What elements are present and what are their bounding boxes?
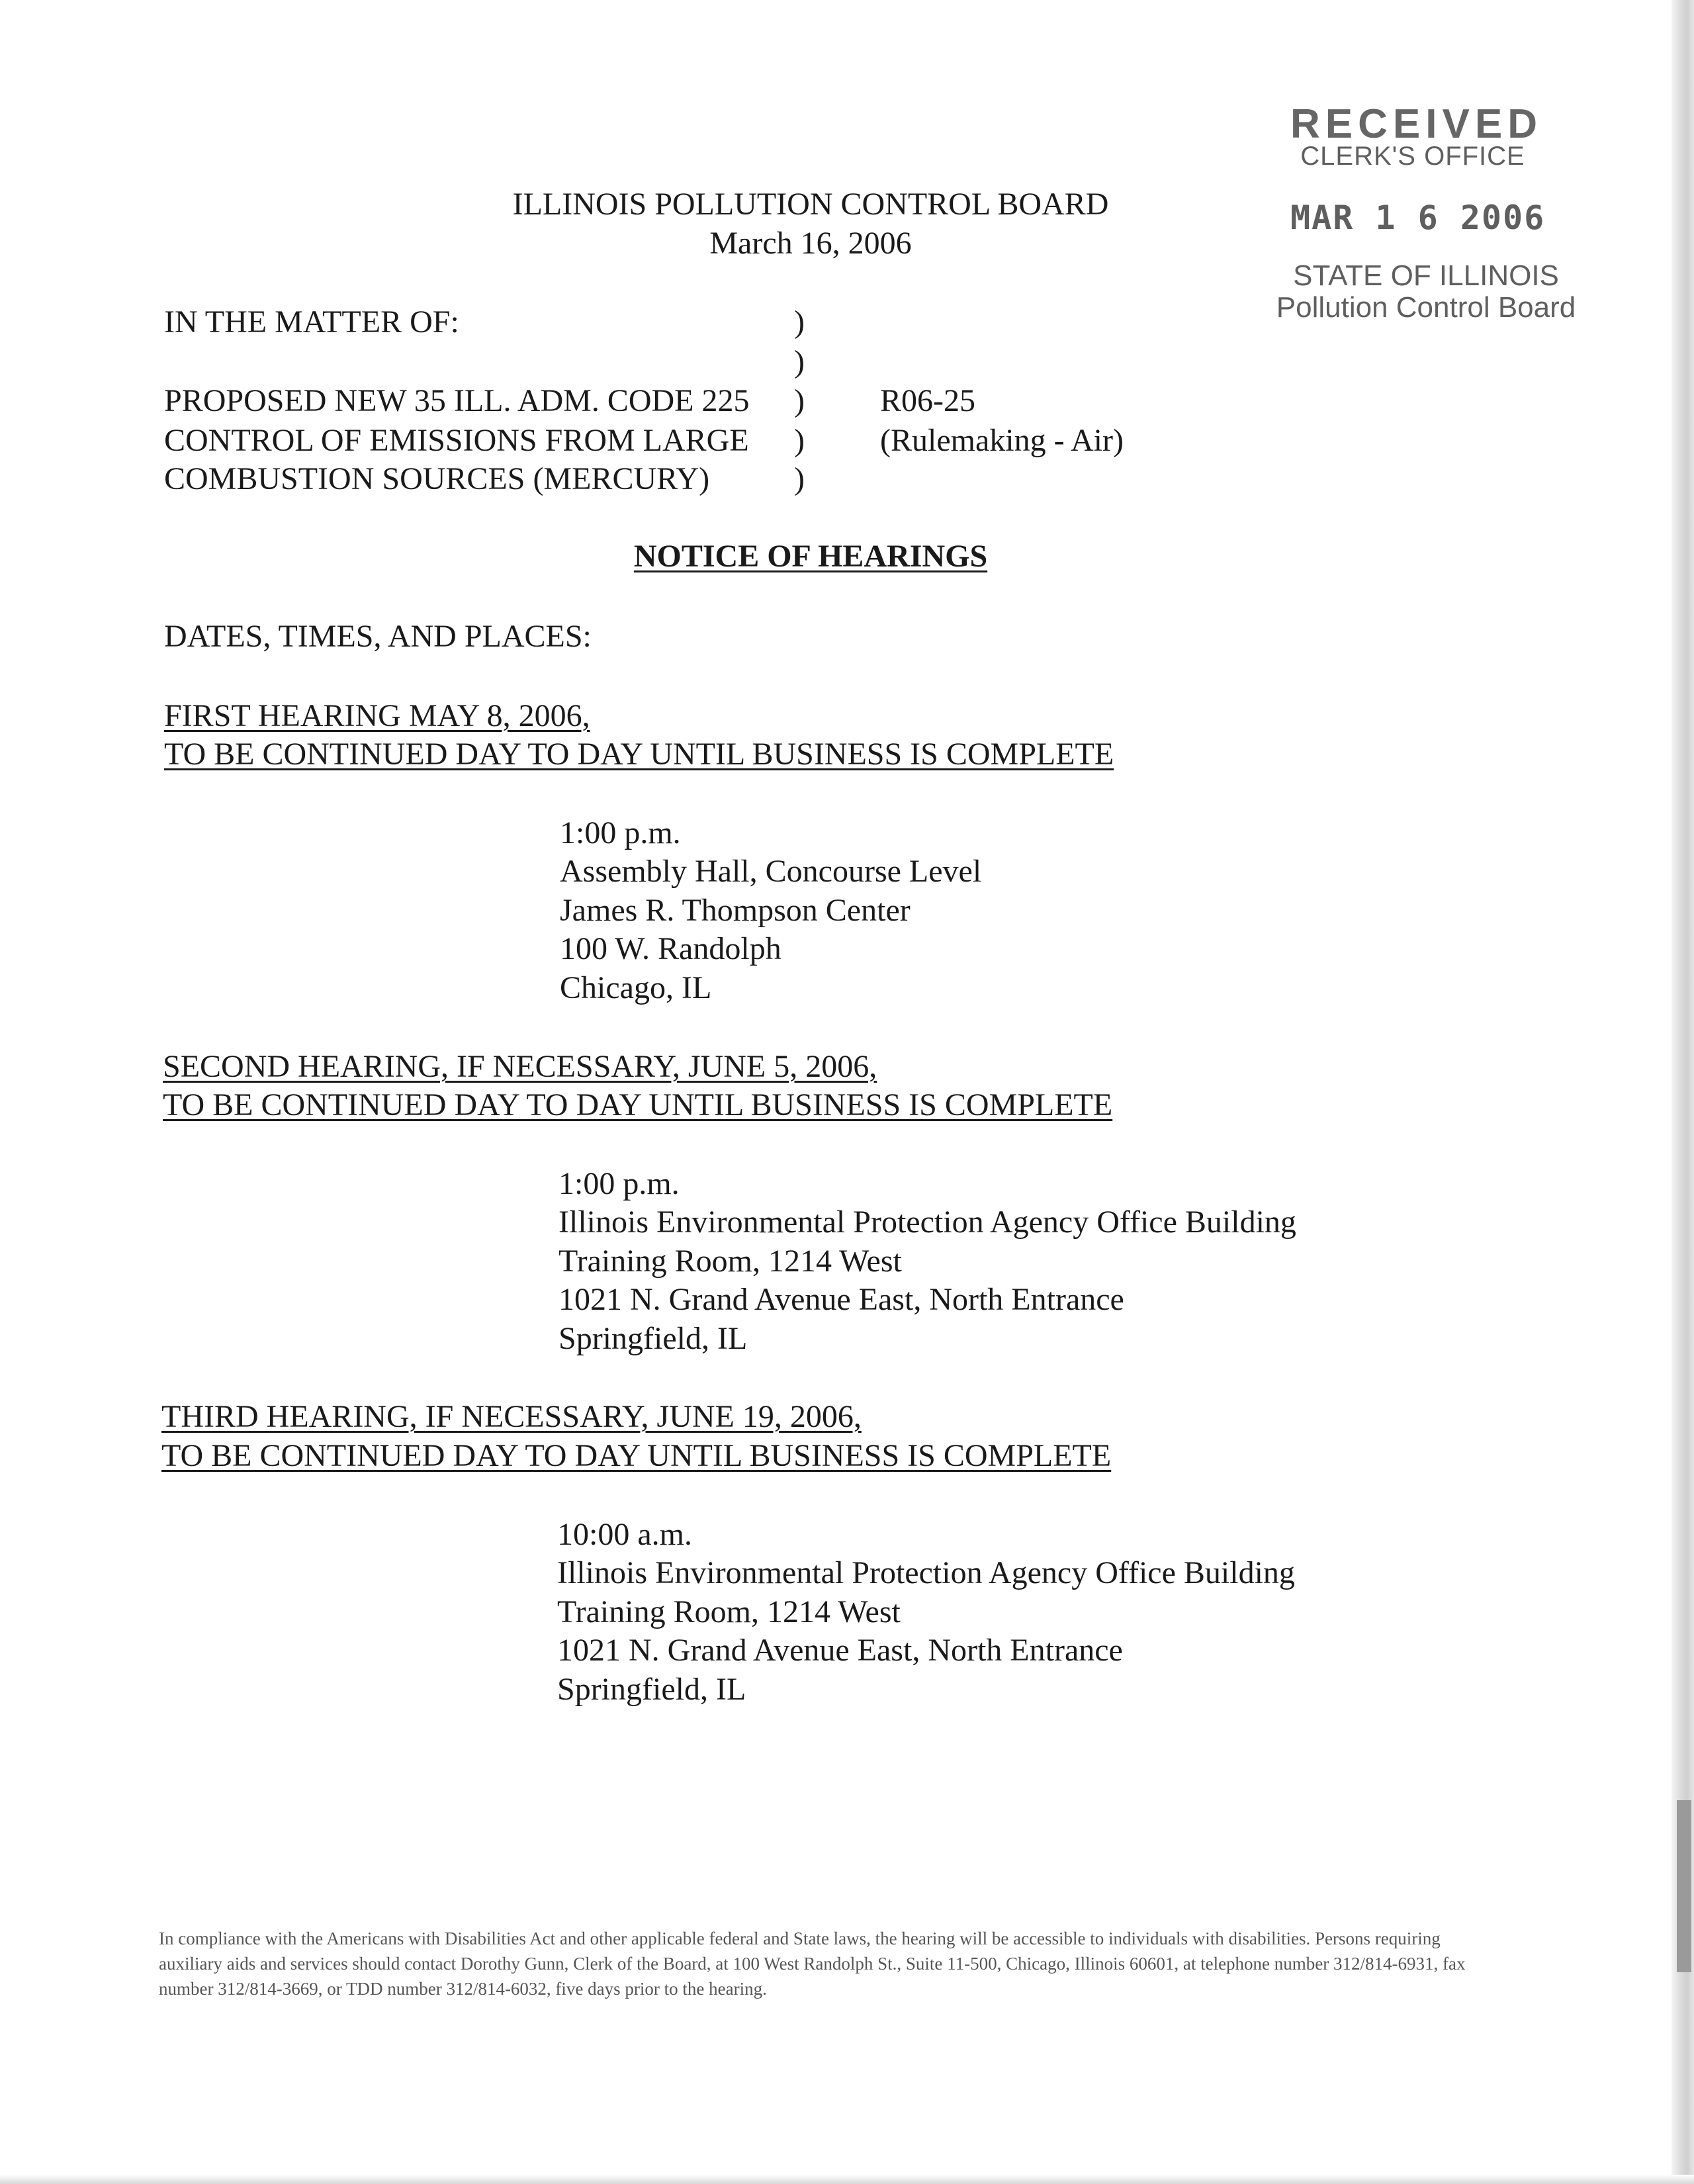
case-number: R06-25 <box>880 383 975 418</box>
caption-paren: ) <box>794 304 805 340</box>
hearing-continuation: TO BE CONTINUED DAY TO DAY UNTIL BUSINESS IS COMPLETE <box>161 1438 1112 1473</box>
in-the-matter: IN THE MATTER OF: <box>164 304 459 340</box>
hearing-address-line: Assembly Hall, Concourse Level <box>560 854 982 889</box>
scan-edge-bottom <box>0 2175 1694 2184</box>
stamp-office: CLERK'S OFFICE <box>1300 142 1525 171</box>
caption-paren: ) <box>794 461 805 496</box>
caption-line-3: COMBUSTION SOURCES (MERCURY) <box>164 461 710 496</box>
caption-line-2: CONTROL OF EMISSIONS FROM LARGE <box>164 423 749 458</box>
caption-paren: ) <box>794 383 805 418</box>
hearing-heading: THIRD HEARING, IF NECESSARY, JUNE 19, 2006, <box>161 1399 862 1434</box>
case-type: (Rulemaking - Air) <box>880 423 1124 458</box>
hearing-address-line: James R. Thompson Center <box>560 893 911 928</box>
hearing-address-line: Illinois Environmental Protection Agency Office Building <box>558 1205 1296 1240</box>
hearing-continuation: TO BE CONTINUED DAY TO DAY UNTIL BUSINESS IS COMPLETE <box>163 1087 1113 1122</box>
stamp-board: Pollution Control Board <box>1276 291 1576 324</box>
section-label: DATES, TIMES, AND PLACES: <box>164 619 592 654</box>
stamp-state: STATE OF ILLINOIS <box>1293 259 1559 292</box>
stamp-date: MAR 1 6 2006 <box>1290 199 1546 237</box>
caption-paren: ) <box>794 344 805 379</box>
hearing-time: 1:00 p.m. <box>560 815 681 850</box>
hearing-heading: FIRST HEARING MAY 8, 2006, <box>164 698 590 733</box>
stamp-received: RECEIVED <box>1290 101 1542 147</box>
scan-edge-mark <box>1677 1800 1691 1972</box>
hearing-address-line: Training Room, 1214 West <box>558 1244 902 1279</box>
hearing-time: 10:00 a.m. <box>557 1517 692 1552</box>
hearing-address-line: Illinois Environmental Protection Agency Office Building <box>557 1555 1295 1590</box>
hearing-heading: SECOND HEARING, IF NECESSARY, JUNE 5, 2006, <box>163 1049 877 1084</box>
hearing-continuation: TO BE CONTINUED DAY TO DAY UNTIL BUSINESS IS COMPLETE <box>164 737 1114 772</box>
hearing-address-line: Springfield, IL <box>558 1321 748 1356</box>
hearing-address-line: 1021 N. Grand Avenue East, North Entrance <box>558 1282 1124 1317</box>
header-date: March 16, 2006 <box>709 226 912 261</box>
notice-title: NOTICE OF HEARINGS <box>633 539 988 574</box>
ada-compliance-note: In compliance with the Americans with Disabilities Act and other applicable federal and State laws, the hearing will be accessible to individuals with disabilities. Persons requiring auxiliary aids and services should contact Dorothy Gunn, Clerk of the Board, at 100 West Randolph St., Suite 11-500, Chicago, Illinois 60601, at telephone number 312/814-6931, fax number 312/814-3669, or TDD number 312/814-6032, five days prior to the hearing. <box>159 1929 1466 1999</box>
hearing-address-line: Chicago, IL <box>560 970 712 1005</box>
hearing-address-line: 100 W. Randolph <box>560 931 781 966</box>
hearing-time: 1:00 p.m. <box>558 1166 680 1201</box>
caption-line-1: PROPOSED NEW 35 ILL. ADM. CODE 225 <box>164 383 750 418</box>
hearing-address-line: 1021 N. Grand Avenue East, North Entrance <box>557 1633 1123 1668</box>
caption-paren: ) <box>794 423 805 458</box>
hearing-address-line: Training Room, 1214 West <box>557 1594 901 1629</box>
hearing-address-line: Springfield, IL <box>557 1672 746 1707</box>
board-name: ILLINOIS POLLUTION CONTROL BOARD <box>512 187 1109 222</box>
